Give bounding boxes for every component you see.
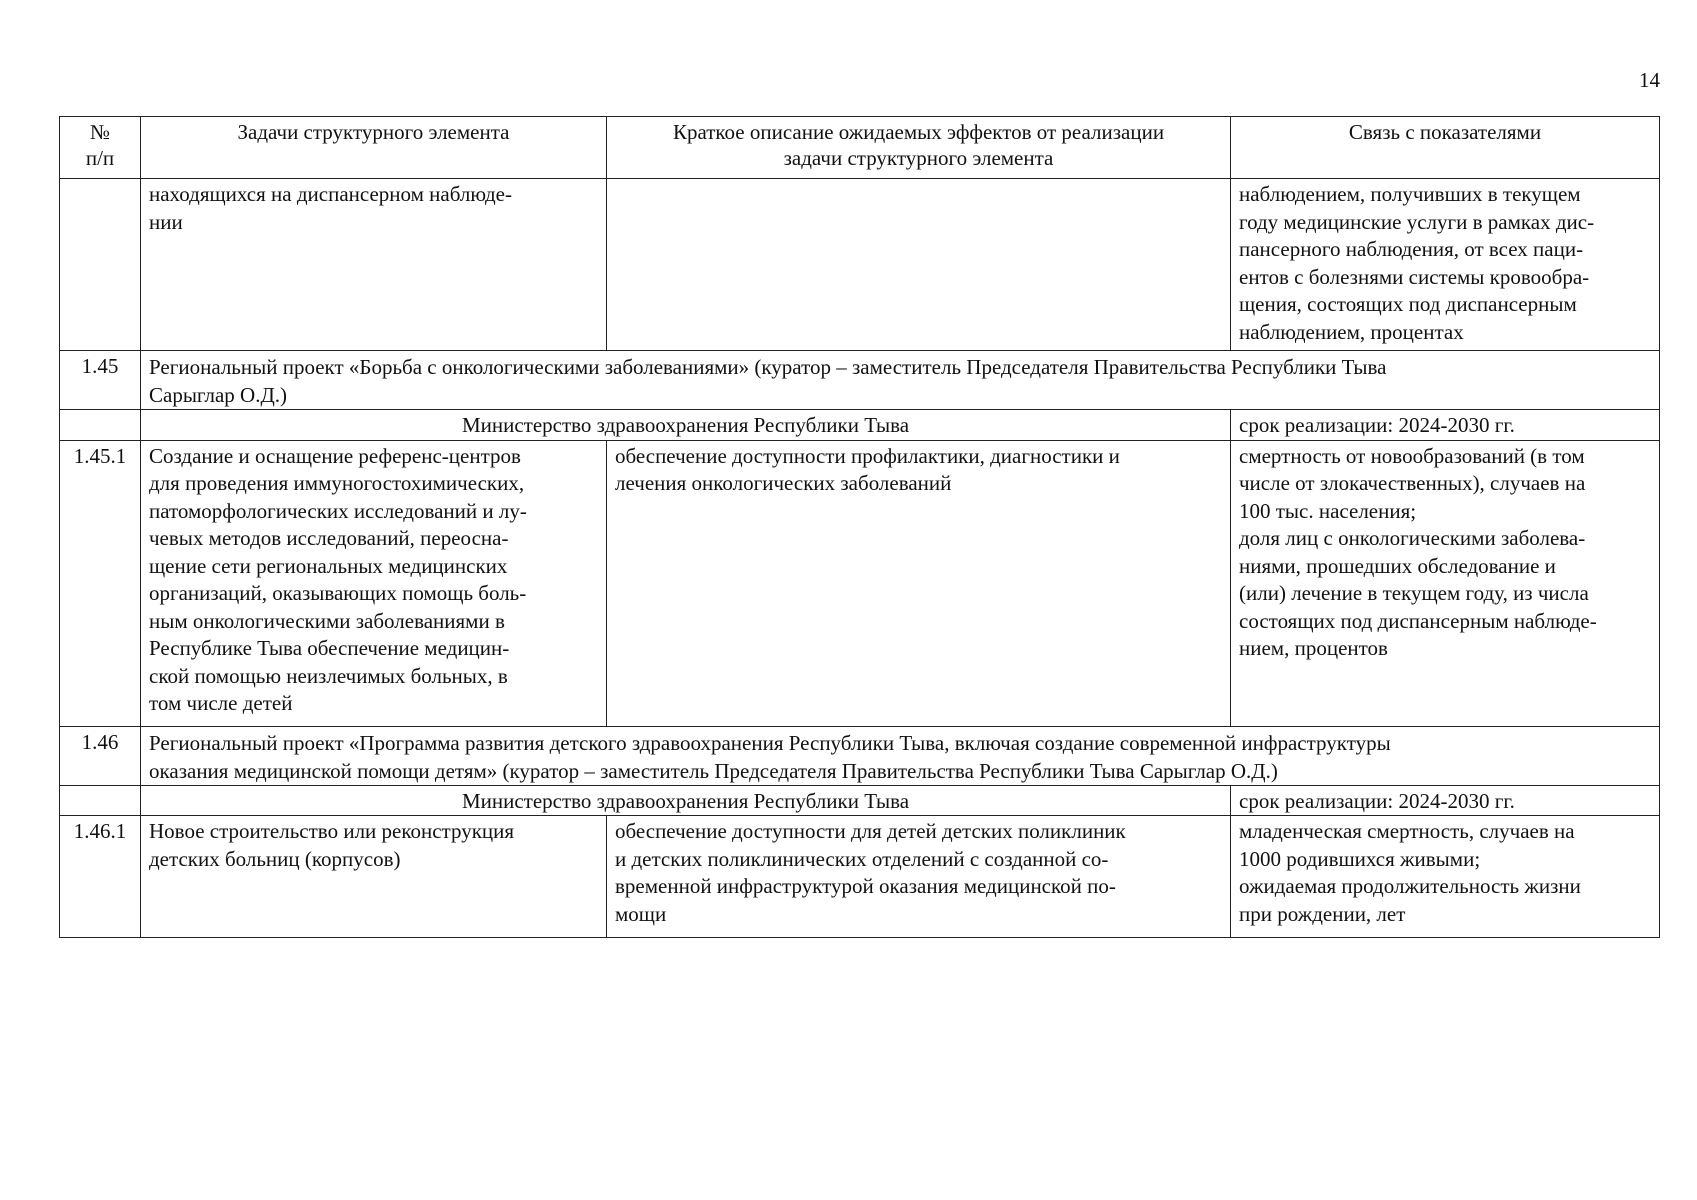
- ministry-name: Министерство здравоохранения Республики Тыва: [141, 410, 1231, 441]
- text-line: и детских поликлинических отделений с созданной со-: [615, 846, 1109, 871]
- project-title: [141, 351, 1660, 410]
- text-line: находящихся на диспансерном наблюде-: [149, 182, 512, 206]
- text-line: 100 тыс. населения;: [1239, 498, 1417, 523]
- cell-effect: [607, 816, 1231, 938]
- text-line: обеспечение доступности профилактики, диагностики и: [615, 443, 1120, 468]
- text-line: Региональный проект «Программа развития детского здравоохранения Республики Тыва, включая создание современной инфраструктуры: [149, 730, 1391, 755]
- text-line: Региональный проект «Борьба с онкологическими заболеваниями» (куратор – заместитель Председателя Правительства Республики Тыва: [149, 355, 1387, 379]
- cell-num: 1.45: [60, 351, 141, 410]
- cell-num: 1.46: [60, 726, 141, 785]
- text-line: наблюдением, получивших в текущем: [1239, 182, 1581, 206]
- text-line: при рождении, лет: [1239, 901, 1406, 926]
- header-tasks: Задачи структурного элемента: [141, 117, 607, 179]
- header-effects-line: задачи структурного элемента: [783, 146, 1054, 170]
- text-line: ниями, прошедших обследование и: [1239, 553, 1556, 578]
- project-row-1-46: [60, 726, 1660, 785]
- ministry-name: Министерство здравоохранения Республики Тыва: [141, 785, 1231, 816]
- text-line: детских больниц (корпусов): [149, 846, 401, 871]
- text-line: младенческая смертность, случаев на: [1239, 819, 1575, 843]
- cell-num: 1.45.1: [60, 440, 141, 726]
- cell-num: [60, 179, 141, 351]
- text-line: смертность от новообразований (в том: [1239, 443, 1585, 468]
- project-row-1-45: [60, 351, 1660, 410]
- header-num: [60, 117, 141, 179]
- table-header-row: [60, 117, 1660, 179]
- text-line: доля лиц с онкологическими заболева-: [1239, 526, 1586, 550]
- project-title: [141, 726, 1660, 785]
- cell-num: [60, 410, 141, 441]
- ministry-row-1-45: [60, 410, 1660, 441]
- text-line: патоморфологических исследований и лу-: [149, 498, 527, 523]
- text-line: лечения онкологических заболеваний: [615, 471, 952, 495]
- cell-task: [141, 440, 607, 726]
- ministry-row-1-46: [60, 785, 1660, 816]
- header-effects: [607, 117, 1231, 179]
- text-line: (или) лечение в текущем году, из числа: [1239, 581, 1589, 605]
- text-line: наблюдением, процентах: [1239, 319, 1464, 344]
- cell-effect: [607, 179, 1231, 351]
- text-line: году медицинские услуги в рамках дис-: [1239, 209, 1595, 234]
- text-line: том числе детей: [149, 691, 293, 715]
- text-line: Республике Тыва обеспечение медицин-: [149, 636, 510, 660]
- text-line: нием, процентов: [1239, 636, 1388, 660]
- text-line: ожидаемая продолжительность жизни: [1239, 874, 1581, 898]
- text-line: ным онкологическими заболеваниями в: [149, 608, 505, 633]
- header-effects-line: Краткое описание ожидаемых эффектов от реализации: [672, 120, 1165, 144]
- text-line: ентов с болезнями системы кровообра-: [1239, 264, 1590, 289]
- implementation-term: срок реализации: 2024-2030 гг.: [1231, 410, 1660, 441]
- implementation-term: срок реализации: 2024-2030 гг.: [1231, 785, 1660, 816]
- text-line: нии: [149, 209, 183, 234]
- header-indicators: Связь с показателями: [1231, 117, 1660, 179]
- text-line: Сарыглар О.Д.): [149, 383, 288, 407]
- header-num-line: п/п: [85, 146, 115, 170]
- text-line: для проведения иммуногостохимических,: [149, 471, 525, 495]
- cell-num: 1.46.1: [60, 816, 141, 938]
- table-row-continuation: [60, 179, 1660, 351]
- text-line: щение сети региональных медицинских: [149, 553, 508, 578]
- text-line: организаций, оказывающих помощь боль-: [149, 581, 527, 605]
- text-line: числе от злокачественных), случаев на: [1239, 471, 1586, 495]
- text-line: Новое строительство или реконструкция: [149, 819, 515, 843]
- text-line: щения, состоящих под диспансерным: [1239, 292, 1577, 316]
- text-line: мощи: [615, 901, 667, 926]
- cell-num: [60, 785, 141, 816]
- text-line: чевых методов исследований, переосна-: [149, 526, 509, 550]
- table-row-1-45-1: [60, 440, 1660, 726]
- text-line: оказания медицинской помощи детям» (куратор – заместитель Председателя Правительства Республики Тыва Сарыглар О.Д.): [149, 758, 1278, 783]
- page-number: 14: [1639, 68, 1660, 92]
- cell-effect: [607, 440, 1231, 726]
- text-line: пансерного наблюдения, от всех паци-: [1239, 237, 1584, 261]
- cell-indicator: [1231, 179, 1660, 351]
- table-row-1-46-1: [60, 816, 1660, 938]
- text-line: 1000 родившихся живыми;: [1239, 846, 1481, 871]
- cell-indicator: [1231, 816, 1660, 938]
- text-line: временной инфраструктурой оказания медицинской по-: [615, 874, 1116, 898]
- text-line: Создание и оснащение референс-центров: [149, 443, 521, 468]
- cell-task: [141, 816, 607, 938]
- cell-indicator: [1231, 440, 1660, 726]
- text-line: ской помощью неизлечимых больных, в: [149, 663, 508, 688]
- cell-task: [141, 179, 607, 351]
- structural-elements-table: [59, 116, 1660, 938]
- text-line: обеспечение доступности для детей детских поликлиник: [615, 819, 1126, 843]
- text-line: состоящих под диспансерным наблюде-: [1239, 608, 1597, 633]
- header-num-line: №: [89, 120, 111, 144]
